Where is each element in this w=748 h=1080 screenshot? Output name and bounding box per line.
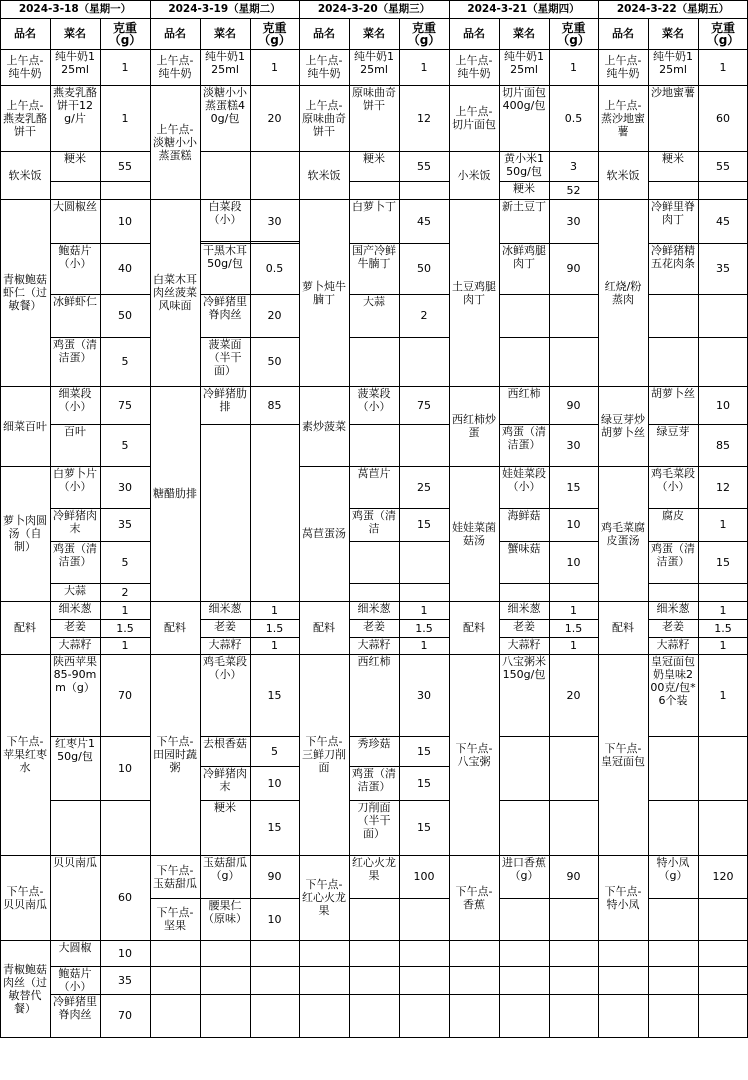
ingredient-name: 冷鲜猪里脊肉丝 (53, 995, 97, 1021)
ingredient-qty: 30 (566, 214, 581, 228)
column-header-item: 菜名 (513, 27, 535, 40)
grid-line-horizontal (0, 1037, 150, 1038)
ingredient-name: 鲍菇片（小） (58, 967, 92, 993)
grid-line-horizontal (648, 583, 748, 584)
ingredient-name: 粳米 (214, 801, 236, 814)
ingredient-qty: 35 (118, 518, 132, 531)
dish-name: 下午点-苹果红枣水 (3, 735, 47, 774)
dish-name: 下午点-红心火龙果 (302, 878, 346, 917)
ingredient-qty: 90 (566, 398, 581, 412)
dish-name: 上午点-原味曲奇饼干 (302, 98, 346, 138)
ingredient-name: 皇冠面包奶皇味200克/包*6个装 (650, 655, 696, 707)
grid-line-horizontal (150, 994, 299, 995)
ingredient-name: 细米葱 (507, 602, 541, 615)
ingredient-name: 鲍菇片（小） (58, 244, 92, 270)
column-header-qty: 克重（g） (108, 20, 142, 47)
ingredient-qty: 1 (570, 60, 577, 74)
ingredient-qty: 52 (566, 183, 581, 197)
dish-name: 白菜木耳肉丝菠菜风味面 (153, 273, 197, 312)
ingredient-name: 进口香蕉（g） (502, 856, 546, 882)
ingredient-qty: 1 (271, 60, 278, 74)
ingredient-name: 大蒜籽 (357, 638, 391, 651)
column-header-item: 菜名 (64, 27, 86, 40)
day-date-header: 2024-3-19（星期二） (168, 2, 281, 15)
ingredient-name: 海鲜菇 (507, 509, 541, 522)
day-date-header: 2024-3-21（星期四） (467, 2, 580, 15)
column-header-qty: 克重（g） (407, 20, 441, 47)
dish-name: 红烧/粉蒸肉 (604, 279, 642, 306)
ingredient-qty: 1 (420, 639, 428, 652)
ingredient-qty: 0.5 (265, 262, 284, 275)
ingredient-qty: 85 (716, 438, 730, 452)
ingredient-qty: 15 (566, 480, 581, 494)
dish-name: 上午点-纯牛奶 (604, 54, 642, 80)
grid-line-horizontal (200, 424, 299, 425)
ingredient-name: 纯牛奶125ml (55, 50, 95, 76)
ingredient-qty: 1 (570, 639, 577, 652)
dish-name: 青椒鲍菇虾仁（过敏餐） (3, 273, 47, 312)
grid-line-horizontal (499, 337, 598, 338)
dish-name: 上午点-蒸沙地蜜薯 (601, 98, 645, 138)
ingredient-qty: 20 (267, 309, 282, 322)
grid-line-horizontal (349, 541, 449, 542)
ingredient-name: 淡糖小小蒸蛋糕40g/包 (203, 86, 247, 125)
column-header-item: 菜名 (363, 27, 385, 40)
ingredient-name: 细菜段（小） (58, 387, 92, 413)
ingredient-name: 菠菜面（半干面） (208, 338, 242, 377)
ingredient-qty: 50 (267, 355, 282, 368)
ingredient-qty: 30 (118, 480, 132, 494)
ingredient-qty: 90 (566, 262, 581, 275)
dish-name: 下午点-贝贝南瓜 (3, 884, 47, 911)
ingredient-name: 西红柿 (357, 655, 391, 668)
grid-line-horizontal (299, 940, 449, 941)
grid-line-horizontal (598, 940, 748, 941)
grid-line-horizontal (648, 181, 748, 182)
grid-line-horizontal (449, 994, 598, 995)
dish-name: 素炒菠菜 (302, 419, 346, 433)
day-date-header: 2024-3-18（星期一） (18, 2, 132, 15)
grid-line-horizontal (349, 181, 449, 182)
ingredient-name: 粳米 (363, 152, 385, 165)
ingredient-name: 老姜 (662, 620, 684, 633)
ingredient-qty: 12 (716, 480, 730, 494)
ingredient-qty: 120 (712, 870, 734, 883)
dish-name: 下午点-玉菇甜瓜 (153, 863, 197, 890)
ingredient-qty: 10 (118, 214, 132, 228)
ingredient-name: 大圆椒丝 (53, 200, 97, 213)
ingredient-qty: 5 (121, 438, 129, 452)
grid-line-horizontal (648, 736, 748, 737)
ingredient-qty: 100 (413, 870, 435, 883)
ingredient-qty: 35 (118, 973, 132, 987)
dish-name: 娃娃菜菌菇汤 (452, 520, 496, 547)
column-header-dish: 品名 (612, 27, 634, 40)
dish-name: 绿豆芽炒胡萝卜丝 (601, 413, 645, 439)
dish-name: 上午点-燕麦乳酪饼干 (3, 98, 47, 138)
ingredient-name: 粳米 (64, 152, 86, 165)
dish-name: 软米饭 (606, 168, 640, 182)
ingredient-name: 老姜 (64, 620, 86, 633)
ingredient-name: 菠菜段（小） (357, 387, 391, 413)
ingredient-name: 细米葱 (208, 602, 242, 615)
ingredient-name: 娃娃菜段（小） (502, 467, 546, 493)
ingredient-name: 切片面包400g/包 (502, 86, 546, 112)
ingredient-name: 胡萝卜丝 (651, 387, 695, 400)
ingredient-qty: 1 (271, 639, 278, 652)
ingredient-qty: 30 (267, 214, 282, 228)
dish-name: 上午点-纯牛奶 (305, 54, 343, 80)
ingredient-name: 细米葱 (357, 602, 391, 615)
grid-line-horizontal (200, 241, 299, 242)
ingredient-name: 冰鲜鸡腿肉丁 (502, 244, 546, 270)
day-date-header: 2024-3-20（星期三） (317, 2, 431, 15)
ingredient-name: 鸡毛菜段（小） (203, 655, 247, 681)
ingredient-qty: 1 (570, 603, 577, 617)
dish-name: 上午点-淡糖小小蒸蛋糕 (153, 122, 197, 162)
ingredient-name: 白萝卜丁 (352, 200, 396, 213)
ingredient-name: 冰鲜虾仁 (53, 295, 97, 308)
ingredient-qty: 5 (121, 555, 129, 569)
ingredient-qty: 1.5 (714, 621, 732, 635)
ingredient-name: 大圆椒 (58, 941, 92, 954)
ingredient-qty: 60 (118, 891, 132, 904)
dish-name: 下午点-皇冠面包 (601, 741, 645, 768)
grid-line-horizontal (200, 151, 299, 152)
dish-name: 下午点-坚果 (156, 906, 194, 932)
grid-line-horizontal (349, 898, 449, 899)
ingredient-qty: 15 (716, 555, 730, 569)
column-header-dish: 品名 (164, 27, 186, 40)
dish-name: 配料 (164, 621, 186, 634)
ingredient-qty: 10 (716, 398, 730, 412)
dish-name: 西红柿炒蛋 (452, 413, 496, 439)
ingredient-name: 细米葱 (58, 602, 92, 615)
dish-name: 配料 (14, 621, 36, 634)
grid-line-horizontal (50, 800, 150, 801)
ingredient-qty: 2 (121, 585, 129, 599)
ingredient-qty: 55 (118, 159, 132, 173)
ingredient-qty: 55 (417, 159, 431, 173)
grid-line-horizontal (598, 966, 748, 967)
column-header-qty: 克重（g） (557, 20, 590, 47)
ingredient-name: 白萝卜片（小） (53, 467, 97, 493)
ingredient-name: 大蒜籽 (58, 638, 92, 651)
ingredient-name: 特小凤（g） (656, 856, 690, 882)
ingredient-qty: 70 (118, 688, 132, 702)
ingredient-name: 腐皮 (662, 509, 684, 522)
grid-line-horizontal (349, 424, 449, 425)
ingredient-name: 红心火龙果 (352, 856, 396, 882)
ingredient-qty: 1 (420, 603, 428, 617)
ingredient-name: 冷鲜猪肋排 (203, 387, 247, 413)
ingredient-qty: 20 (267, 111, 282, 125)
dish-name: 萝卜肉圆汤（自制） (3, 514, 47, 553)
ingredient-name: 老姜 (214, 620, 236, 633)
ingredient-name: 老姜 (363, 620, 385, 633)
ingredient-name: 纯牛奶125ml (653, 50, 693, 76)
ingredient-name: 鸡蛋（清洁 (352, 509, 396, 535)
ingredient-name: 鸡蛋（清洁蛋） (53, 542, 97, 568)
ingredient-qty: 35 (716, 262, 730, 275)
ingredient-qty: 25 (417, 480, 431, 494)
ingredient-qty: 12 (417, 111, 431, 125)
dish-name: 配料 (463, 621, 485, 634)
ingredient-qty: 45 (417, 214, 431, 228)
grid-line-horizontal (449, 966, 598, 967)
ingredient-qty: 1 (271, 603, 278, 617)
ingredient-qty: 1 (719, 688, 727, 702)
ingredient-name: 粳米 (662, 152, 684, 165)
ingredient-name: 鸡毛菜段（小） (651, 467, 695, 493)
ingredient-qty: 2 (420, 309, 428, 322)
grid-line-horizontal (598, 994, 748, 995)
grid-line-horizontal (499, 583, 598, 584)
ingredient-qty: 10 (267, 776, 282, 790)
ingredient-qty: 0.5 (564, 111, 583, 125)
ingredient-name: 陕西苹果85-90mm（g） (53, 655, 97, 694)
ingredient-name: 细米葱 (656, 602, 690, 615)
dish-name: 萝卜炖牛腩丁 (302, 279, 346, 306)
ingredient-name: 老姜 (513, 620, 535, 633)
ingredient-name: 大蒜 (363, 295, 385, 308)
ingredient-name: 秀珍菇 (357, 737, 391, 750)
ingredient-qty: 3 (570, 159, 577, 173)
dish-name: 下午点-香蕉 (455, 884, 493, 911)
dish-name: 上午点-纯牛奶 (156, 54, 194, 80)
ingredient-name: 干黑木耳50g/包 (203, 244, 247, 270)
ingredient-qty: 1 (719, 518, 727, 531)
ingredient-qty: 15 (417, 744, 431, 758)
ingredient-qty: 15 (417, 821, 431, 834)
ingredient-name: 八宝粥米150g/包 (502, 655, 546, 681)
ingredient-name: 蟹味菇 (507, 542, 541, 555)
ingredient-qty: 10 (566, 555, 581, 569)
ingredient-name: 纯牛奶125ml (504, 50, 544, 76)
ingredient-name: 冷鲜里脊肉丁 (651, 200, 695, 226)
dish-name: 软米饭 (8, 168, 42, 182)
dish-name: 下午点-八宝粥 (455, 741, 493, 768)
grid-line-horizontal (648, 800, 748, 801)
ingredient-name: 国产冷鲜牛腩丁 (352, 244, 396, 270)
ingredient-qty: 10 (118, 761, 132, 775)
ingredient-name: 纯牛奶125ml (205, 50, 245, 76)
column-header-item: 菜名 (214, 27, 236, 40)
ingredient-qty: 90 (267, 870, 282, 883)
grid-line-horizontal (50, 181, 150, 182)
ingredient-qty: 1 (719, 639, 727, 652)
grid-line-horizontal (150, 966, 299, 967)
dish-name: 莴苣蛋汤 (302, 527, 346, 540)
ingredient-name: 刀削面（半干面） (357, 801, 391, 840)
ingredient-qty: 15 (267, 821, 282, 834)
ingredient-qty: 15 (267, 688, 282, 702)
grid-line-horizontal (648, 337, 748, 338)
ingredient-qty: 15 (417, 776, 431, 790)
ingredient-name: 鸡蛋（清洁蛋） (651, 542, 695, 568)
grid-line-horizontal (648, 898, 748, 899)
ingredient-name: 新土豆丁 (502, 200, 546, 213)
ingredient-qty: 10 (267, 912, 282, 926)
dish-name: 配料 (313, 621, 335, 634)
dish-name: 软米饭 (307, 168, 341, 182)
ingredient-name: 莴苣片 (357, 467, 391, 480)
dish-name: 配料 (612, 621, 634, 634)
ingredient-qty: 1.5 (265, 621, 284, 635)
ingredient-qty: 1 (121, 111, 129, 125)
ingredient-qty: 1 (719, 60, 727, 74)
ingredient-name: 玉菇甜瓜（g） (203, 856, 247, 882)
grid-line-horizontal (499, 898, 598, 899)
column-header-dish: 品名 (463, 27, 485, 40)
column-header-item: 菜名 (662, 27, 684, 40)
ingredient-qty: 70 (118, 1009, 132, 1022)
ingredient-qty: 1 (121, 639, 129, 652)
grid-line-horizontal (299, 994, 449, 995)
grid-line-horizontal (449, 940, 598, 941)
ingredient-qty: 1.5 (415, 621, 433, 635)
dish-name: 鸡毛菜腐皮蛋汤 (601, 520, 645, 547)
dish-name: 糖醋肋排 (153, 487, 197, 500)
dish-name: 上午点-切片面包 (452, 105, 496, 131)
grid-line-horizontal (50, 583, 150, 584)
ingredient-name: 贝贝南瓜 (53, 856, 97, 869)
grid-line-horizontal (299, 966, 449, 967)
ingredient-qty: 50 (118, 309, 132, 322)
ingredient-name: 燕麦乳酪饼干12g/片 (53, 86, 97, 125)
grid-line-horizontal (499, 736, 598, 737)
grid-line-horizontal (499, 800, 598, 801)
grid-line-horizontal (349, 337, 449, 338)
ingredient-name: 绿豆芽 (656, 425, 690, 438)
ingredient-qty: 1.5 (564, 621, 583, 635)
ingredient-qty: 5 (121, 355, 129, 368)
ingredient-name: 鸡蛋（清洁蛋） (502, 425, 546, 451)
ingredient-qty: 55 (716, 159, 730, 173)
dish-name: 青椒鲍菇肉丝（过敏替代餐） (3, 962, 47, 1015)
ingredient-name: 大蒜 (64, 584, 86, 597)
ingredient-name: 冷鲜猪里脊肉丝 (203, 295, 247, 321)
ingredient-name: 原味曲奇饼干 (352, 86, 396, 112)
ingredient-name: 西红柿 (507, 387, 541, 400)
ingredient-name: 冷鲜猪精五花肉条 (651, 244, 695, 270)
dish-name: 下午点-三鲜刀削面 (302, 735, 346, 774)
ingredient-qty: 1 (719, 603, 727, 617)
ingredient-qty: 85 (267, 398, 282, 412)
ingredient-qty: 75 (118, 398, 132, 412)
ingredient-name: 鸡蛋（清洁蛋） (352, 767, 396, 793)
grid-line-horizontal (648, 294, 748, 295)
grid-line-horizontal (349, 583, 449, 584)
ingredient-qty: 10 (566, 518, 581, 531)
dish-name: 上午点-纯牛奶 (455, 54, 493, 80)
ingredient-qty: 30 (566, 438, 581, 452)
day-date-header: 2024-3-22（星期五） (616, 2, 730, 15)
grid-line-horizontal (150, 940, 299, 941)
dish-name: 下午点-特小凤 (604, 884, 642, 911)
ingredient-name: 腰果仁（原味） (203, 899, 247, 925)
ingredient-name: 黄小米150g/包 (504, 152, 544, 178)
grid-line-horizontal (200, 898, 299, 899)
dish-name: 上午点-纯牛奶 (6, 54, 44, 80)
column-header-qty: 克重（g） (258, 20, 291, 47)
ingredient-qty: 5 (271, 744, 278, 758)
ingredient-qty: 1.5 (116, 621, 134, 635)
ingredient-qty: 30 (417, 688, 431, 702)
ingredient-qty: 1 (121, 603, 129, 617)
ingredient-qty: 1 (121, 60, 129, 74)
column-header-dish: 品名 (313, 27, 335, 40)
ingredient-name: 红枣片150g/包 (55, 737, 95, 763)
ingredient-name: 冷鲜猪肉末 (203, 767, 247, 793)
ingredient-name: 白菜段（小） (208, 200, 242, 226)
dish-name: 小米饭 (457, 168, 491, 182)
ingredient-qty: 75 (417, 398, 431, 412)
ingredient-name: 纯牛奶125ml (354, 50, 394, 76)
column-header-dish: 品名 (14, 27, 36, 40)
column-header-qty: 克重（g） (706, 20, 740, 47)
ingredient-name: 百叶 (64, 425, 86, 438)
ingredient-qty: 90 (566, 870, 581, 883)
ingredient-name: 大蒜籽 (507, 638, 541, 651)
ingredient-name: 粳米 (513, 182, 535, 195)
ingredient-qty: 60 (716, 111, 730, 125)
ingredient-qty: 50 (417, 262, 431, 275)
ingredient-qty: 10 (118, 946, 132, 960)
ingredient-qty: 40 (118, 262, 132, 275)
ingredient-name: 大蒜籽 (656, 638, 690, 651)
dish-name: 细菜百叶 (3, 419, 47, 433)
ingredient-qty: 15 (417, 518, 431, 531)
grid-line-horizontal (200, 337, 299, 338)
ingredient-name: 大蒜籽 (208, 638, 242, 651)
dish-name: 土豆鸡腿肉丁 (452, 279, 496, 306)
grid-line-horizontal (499, 294, 598, 295)
ingredient-name: 去根香菇 (203, 737, 247, 750)
ingredient-name: 冷鲜猪肉末 (53, 509, 97, 535)
dish-name: 下午点-田园时蔬粥 (153, 735, 197, 774)
ingredient-name: 鸡蛋（清洁蛋） (53, 338, 97, 364)
ingredient-qty: 20 (566, 688, 581, 702)
ingredient-qty: 1 (420, 60, 428, 74)
ingredient-name: 沙地蜜薯 (651, 86, 695, 99)
ingredient-qty: 45 (716, 214, 730, 228)
